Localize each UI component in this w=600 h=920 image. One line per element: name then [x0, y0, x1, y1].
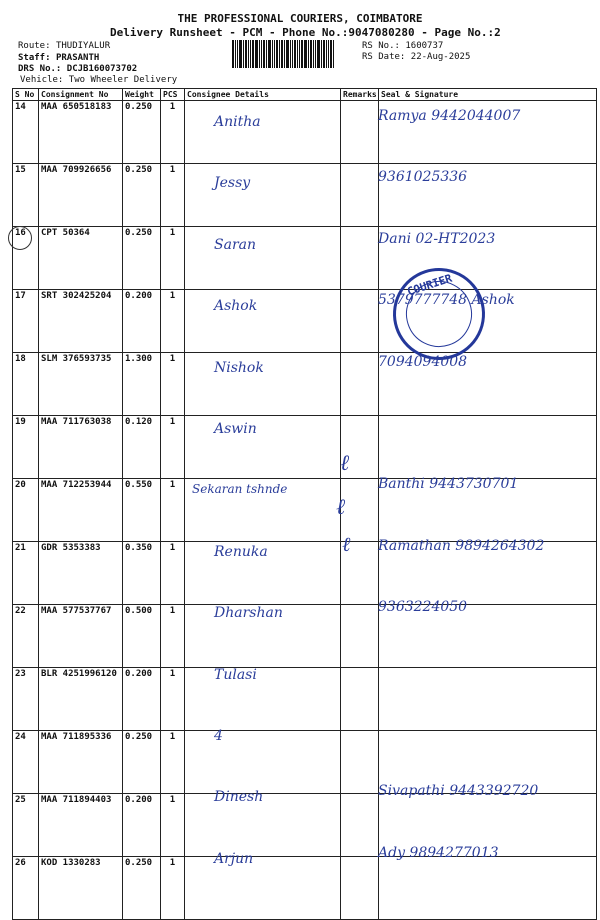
handwritten-signature: 9361025336: [378, 169, 468, 186]
row-weight: 0.120: [123, 416, 161, 479]
row-consignee-cell: [185, 101, 341, 164]
row-sno: 17: [13, 290, 39, 353]
row-consignee-cell: [185, 857, 341, 920]
row-weight: 0.250: [123, 101, 161, 164]
row-consignment: GDR 5353383: [39, 542, 123, 605]
vehicle-label: Vehicle:: [20, 75, 64, 85]
barcode-bar: [321, 40, 322, 68]
handwritten-consignee: 4: [214, 728, 223, 744]
row-weight: 0.350: [123, 542, 161, 605]
handwritten-consignee: Aswin: [214, 421, 257, 437]
barcode-bar: [259, 40, 260, 68]
barcode: [232, 40, 358, 68]
barcode-bar: [301, 40, 303, 68]
handwritten-consignee: Jessy: [214, 175, 251, 192]
row-consignment: MAA 709926656: [39, 164, 123, 227]
row-sno: 23: [13, 668, 39, 731]
drs-label: DRS No.:: [18, 64, 62, 74]
row-consignment: KOD 1330283: [39, 857, 123, 920]
row-sno: 14: [13, 101, 39, 164]
row-consignment: SRT 302425204: [39, 290, 123, 353]
rs-no-label: RS No.:: [362, 41, 400, 51]
row-consignee-cell: [185, 668, 341, 731]
table-row: [13, 353, 597, 416]
table-header-row: [13, 89, 597, 101]
row-sno: 19: [13, 416, 39, 479]
row-consignment: SLM 376593735: [39, 353, 123, 416]
handwritten-signature: Sivapathi 9443392720: [378, 783, 539, 800]
col-pcs: PCS: [161, 89, 185, 101]
row-pcs: 1: [161, 290, 185, 353]
row-sno: 16: [13, 227, 39, 290]
barcode-bar: [330, 40, 332, 68]
row-sno: 25: [13, 794, 39, 857]
row-signature-cell: [379, 668, 597, 731]
row-weight: 0.250: [123, 164, 161, 227]
handwritten-signature: Dani 02-HT2023: [378, 230, 496, 247]
handwritten-signature: Ramathan 9894264302: [378, 537, 545, 554]
row-weight: 0.500: [123, 605, 161, 668]
barcode-bar: [281, 40, 283, 68]
row-consignment: CPT 50364: [39, 227, 123, 290]
row-signature-cell: [379, 857, 597, 920]
drs-line: [18, 64, 137, 74]
barcode-bar: [313, 40, 314, 68]
rs-no-value: 1600737: [405, 41, 444, 51]
rs-no-line: [362, 41, 443, 51]
row-pcs: 1: [161, 542, 185, 605]
barcode-bar: [266, 40, 267, 68]
row-remarks-cell: [341, 794, 379, 857]
handwritten-consignee: Arjun: [214, 850, 254, 867]
handwritten-signature: Banthi 9443730701: [378, 476, 519, 493]
row-consignment: BLR 4251996120: [39, 668, 123, 731]
row-remarks-cell: [341, 101, 379, 164]
row-weight: 1.300: [123, 353, 161, 416]
row-consignment: MAA 650518183: [39, 101, 123, 164]
barcode-bar: [290, 40, 291, 68]
barcode-bar: [292, 40, 293, 68]
barcode-bar: [276, 40, 278, 68]
barcode-bar: [333, 40, 334, 68]
row-weight: 0.550: [123, 479, 161, 542]
handwritten-consignee: Anitha: [214, 114, 261, 130]
barcode-bar: [272, 40, 273, 68]
col-weight: Weight: [123, 89, 161, 101]
col-remarks: Remarks: [341, 89, 379, 101]
row-remarks-cell: [341, 290, 379, 353]
staff-value: PRASANTH: [55, 53, 100, 63]
row-weight: 0.250: [123, 227, 161, 290]
barcode-bar: [326, 40, 327, 68]
barcode-bar: [297, 40, 298, 68]
remarks-tick-22: ℓ: [340, 451, 350, 476]
barcode-bar: [245, 40, 247, 68]
handwritten-consignee: Nishok: [214, 359, 264, 376]
barcode-bar: [243, 40, 244, 68]
handwritten-signature: 5379777748 Ashok: [378, 292, 515, 309]
row-weight: 0.250: [123, 731, 161, 794]
barcode-bar: [232, 40, 234, 68]
barcode-bar: [239, 40, 242, 68]
stamp-text: COURIER: [405, 271, 454, 299]
barcode-bar: [268, 40, 271, 68]
row-remarks-cell: [341, 668, 379, 731]
row-weight: 0.200: [123, 290, 161, 353]
row-pcs: 1: [161, 794, 185, 857]
row-sno: 15: [13, 164, 39, 227]
row-pcs: 1: [161, 668, 185, 731]
rs-date-line: [362, 52, 470, 62]
barcode-bar: [310, 40, 312, 68]
col-consignment: Consignment No: [39, 89, 123, 101]
company-title: THE PROFESSIONAL COURIERS, COIMBATORE: [177, 12, 423, 25]
barcode-bar: [235, 40, 236, 68]
circled-row-mark: [8, 226, 32, 250]
handwritten-consignee: Renuka: [214, 543, 268, 560]
staff-line: [18, 53, 99, 63]
table-row: [13, 857, 597, 920]
barcode-bar: [250, 40, 251, 68]
row-sno: 20: [13, 479, 39, 542]
row-pcs: 1: [161, 857, 185, 920]
row-weight: 0.200: [123, 794, 161, 857]
barcode-bar: [294, 40, 296, 68]
handwritten-signature: Ady 9894277013: [378, 844, 499, 861]
row-consignee-cell: [185, 227, 341, 290]
table-row: [13, 416, 597, 479]
row-consignment: MAA 577537767: [39, 605, 123, 668]
handwritten-consignee: Ashok: [214, 298, 258, 315]
barcode-bar: [328, 40, 329, 68]
table-row: [13, 668, 597, 731]
row-consignee-cell: [185, 731, 341, 794]
row-signature-cell: [379, 416, 597, 479]
barcode-bar: [315, 40, 316, 68]
handwritten-signature: 7094094008: [378, 353, 468, 370]
drs-value: DCJB160073702: [66, 64, 138, 74]
barcode-bar: [308, 40, 309, 68]
row-pcs: 1: [161, 731, 185, 794]
row-consignee-cell: [185, 416, 341, 479]
barcode-bar: [286, 40, 289, 68]
row-remarks-cell: [341, 857, 379, 920]
row-pcs: 1: [161, 227, 185, 290]
route-value: THUDIYALUR: [55, 41, 111, 51]
table-row: [13, 227, 597, 290]
barcode-bar: [261, 40, 262, 68]
staff-label: Staff:: [18, 53, 51, 63]
barcode-bar: [263, 40, 265, 68]
row-sno: 22: [13, 605, 39, 668]
row-consignment: MAA 711763038: [39, 416, 123, 479]
barcode-bar: [252, 40, 254, 68]
row-consignment: MAA 712253944: [39, 479, 123, 542]
row-pcs: 1: [161, 101, 185, 164]
row-weight: 0.200: [123, 668, 161, 731]
route-label: Route:: [18, 41, 51, 51]
row-pcs: 1: [161, 605, 185, 668]
vehicle-value: Two Wheeler Delivery: [68, 75, 178, 85]
remarks-tick-23: ℓ: [336, 495, 346, 520]
barcode-bar: [279, 40, 280, 68]
row-sno: 26: [13, 857, 39, 920]
handwritten-consignee: Tulasi: [214, 666, 257, 683]
row-remarks-cell: [341, 353, 379, 416]
barcode-bar: [304, 40, 307, 68]
table-row: [13, 164, 597, 227]
barcode-bar: [299, 40, 300, 68]
col-consignee: Consignee Details: [185, 89, 341, 101]
col-sno: S No: [13, 89, 39, 101]
row-sno: 21: [13, 542, 39, 605]
handwritten-consignee: Saran: [214, 236, 256, 253]
remarks-tick-24: ℓ: [342, 532, 351, 556]
row-consignee-cell: [185, 164, 341, 227]
barcode-bar: [274, 40, 275, 68]
row-consignment: MAA 711894403: [39, 794, 123, 857]
row-remarks-cell: [341, 605, 379, 668]
table-row: [13, 605, 597, 668]
handwritten-consignee: Dharshan: [214, 605, 283, 622]
row-remarks-cell: [341, 731, 379, 794]
row-remarks-cell: [341, 227, 379, 290]
barcode-bar: [317, 40, 320, 68]
barcode-bar: [248, 40, 249, 68]
handwritten-consignee: Dinesh: [214, 789, 264, 806]
row-pcs: 1: [161, 164, 185, 227]
handwritten-signature: 9363224050: [378, 599, 468, 616]
rs-date-value: 22-Aug-2025: [410, 52, 471, 62]
row-pcs: 1: [161, 479, 185, 542]
row-pcs: 1: [161, 416, 185, 479]
row-consignee-cell: [185, 290, 341, 353]
barcode-bar: [237, 40, 238, 68]
row-pcs: 1: [161, 353, 185, 416]
row-remarks-cell: [341, 164, 379, 227]
row-weight: 0.250: [123, 857, 161, 920]
barcode-bar: [255, 40, 258, 68]
rs-date-label: RS Date:: [362, 52, 406, 62]
route-line: [18, 41, 110, 51]
row-consignment: MAA 711895336: [39, 731, 123, 794]
vehicle-line: [20, 75, 177, 85]
barcode-bar: [323, 40, 325, 68]
barcode-bar: [284, 40, 285, 68]
table-row: [13, 794, 597, 857]
row-sno: 24: [13, 731, 39, 794]
handwritten-signature: Ramya 9442044007: [378, 108, 521, 124]
col-signature: Seal & Signature: [379, 89, 597, 101]
handwritten-consignee: Sekaran tshnde: [192, 482, 288, 497]
row-sno: 18: [13, 353, 39, 416]
runsheet-subtitle: Delivery Runsheet - PCM - Phone No.:9047080280 - Page No.:2: [110, 26, 501, 39]
